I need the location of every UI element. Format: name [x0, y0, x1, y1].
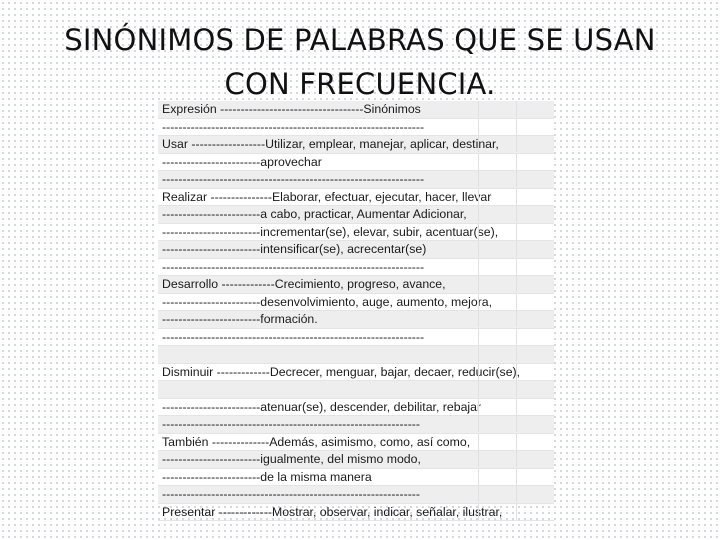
cell-divider	[478, 329, 479, 345]
cell-divider	[478, 171, 479, 187]
table-row	[158, 364, 554, 382]
cell-divider	[478, 136, 479, 152]
row-text: También --------------Además, asimismo, como, así como,	[162, 434, 471, 449]
cell-divider	[516, 504, 517, 520]
cell-divider	[516, 469, 517, 485]
row-text: Expresión -----------------------------------Sinónimos	[162, 102, 421, 116]
cell-divider	[516, 416, 517, 432]
cell-divider	[478, 381, 479, 397]
row-text: ------------------------atenuar(se), descender, debilitar, rebajar	[162, 399, 482, 414]
cell-divider	[516, 381, 517, 397]
cell-divider	[516, 311, 517, 327]
cell-divider	[516, 329, 517, 345]
cell-divider	[516, 241, 517, 257]
cell-divider	[478, 469, 479, 485]
cell-divider	[516, 171, 517, 187]
cell-divider	[478, 224, 479, 240]
slide-title	[0, 18, 720, 106]
row-text: ------------------------igualmente, del mismo modo,	[162, 452, 421, 466]
cell-divider	[516, 276, 517, 292]
cell-divider	[516, 451, 517, 467]
row-text: ------------------------de la misma manera	[162, 469, 372, 484]
row-text: ----------------------------------------------------------------	[162, 119, 425, 134]
row-text: Realizar ---------------Elaborar, efectuar, ejecutar, hacer, llevar	[162, 189, 492, 204]
cell-divider	[478, 451, 479, 467]
row-text: ----------------------------------------------------------------	[162, 329, 425, 344]
table-row	[158, 276, 554, 294]
table-row	[158, 346, 554, 364]
cell-divider	[478, 119, 479, 135]
row-text: ------------------------aprovechar	[162, 154, 322, 169]
cell-divider	[478, 276, 479, 292]
row-text: ------------------------desenvolvimiento, auge, aumento, mejora,	[162, 294, 493, 309]
cell-divider	[478, 101, 479, 117]
table-row	[158, 259, 554, 277]
table-row	[158, 241, 554, 259]
row-text: Desarrollo -------------Crecimiento, progreso, avance,	[162, 277, 446, 291]
row-text: ------------------------incrementar(se), elevar, subir, acentuar(se),	[162, 224, 499, 239]
table-row	[158, 311, 554, 329]
table-row	[158, 416, 554, 434]
table-row	[158, 381, 554, 399]
table-row	[158, 171, 554, 189]
table-row	[158, 101, 554, 119]
cell-divider	[516, 364, 517, 380]
cell-divider	[478, 294, 479, 310]
cell-divider	[478, 346, 479, 362]
table-row	[158, 136, 554, 154]
cell-divider	[516, 101, 517, 117]
row-text: ---------------------------------------------------------------	[162, 417, 420, 431]
slide-title-line-1: SINÓNIMOS DE PALABRAS QUE SE USAN	[64, 23, 656, 57]
row-text: Disminuir -------------Decrecer, menguar, bajar, decaer, reducir(se),	[162, 364, 521, 379]
table-row	[158, 329, 554, 347]
cell-divider	[478, 154, 479, 170]
table-row	[158, 434, 554, 452]
cell-divider	[516, 136, 517, 152]
cell-divider	[478, 206, 479, 222]
slide-title-line-2: CON FRECUENCIA.	[224, 67, 496, 101]
cell-divider	[478, 241, 479, 257]
cell-divider	[478, 486, 479, 502]
table-row	[158, 504, 554, 522]
table-row	[158, 486, 554, 504]
cell-divider	[478, 434, 479, 450]
cell-divider	[516, 119, 517, 135]
table-row	[158, 399, 554, 417]
table-row	[158, 294, 554, 312]
cell-divider	[516, 154, 517, 170]
cell-divider	[516, 399, 517, 415]
cell-divider	[516, 259, 517, 275]
table-row	[158, 224, 554, 242]
table-row	[158, 206, 554, 224]
row-text: Usar ------------------Utilizar, emplear, manejar, aplicar, destinar,	[162, 137, 499, 151]
table-row	[158, 119, 554, 137]
cell-divider	[516, 434, 517, 450]
cell-divider	[478, 259, 479, 275]
cell-divider	[478, 399, 479, 415]
row-text: Presentar -------------Mostrar, observar, indicar, señalar, ilustrar,	[162, 504, 503, 519]
cell-divider	[516, 346, 517, 362]
table-row	[158, 189, 554, 207]
cell-divider	[516, 224, 517, 240]
cell-divider	[516, 486, 517, 502]
row-text: ----------------------------------------------------------------	[162, 172, 425, 186]
cell-divider	[478, 189, 479, 205]
row-text: ------------------------formación.	[162, 312, 318, 326]
row-text: ---------------------------------------------------------------	[162, 487, 420, 501]
row-text: ----------------------------------------------------------------	[162, 259, 425, 274]
table-row	[158, 451, 554, 469]
cell-divider	[478, 311, 479, 327]
cell-divider	[478, 504, 479, 520]
table-row	[158, 469, 554, 487]
cell-divider	[516, 206, 517, 222]
row-text: ------------------------a cabo, practicar, Aumentar Adicionar,	[162, 207, 467, 221]
cell-divider	[478, 416, 479, 432]
cell-divider	[478, 364, 479, 380]
cell-divider	[516, 189, 517, 205]
cell-divider	[516, 294, 517, 310]
table-row	[158, 154, 554, 172]
row-text: ------------------------intensificar(se), acrecentar(se)	[162, 242, 427, 256]
